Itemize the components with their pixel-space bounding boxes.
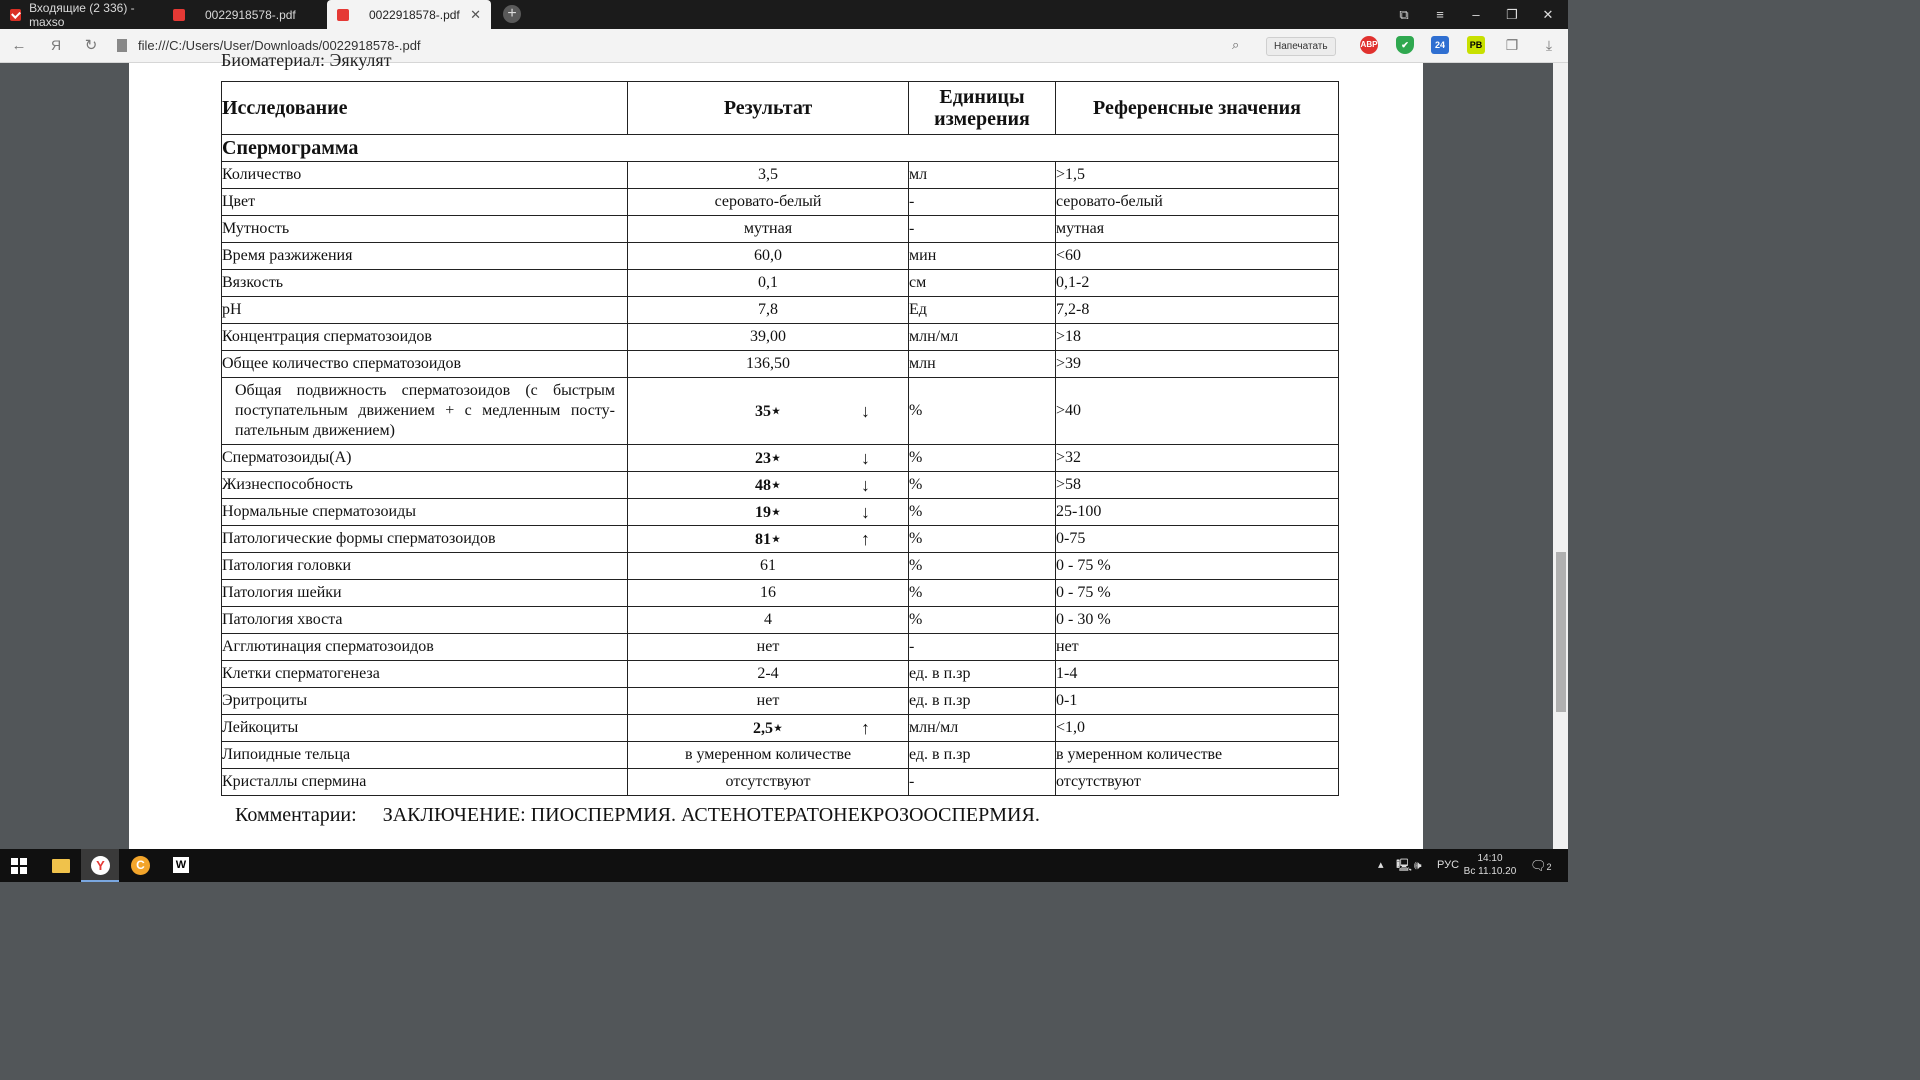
reference-cell: 0,1-2 (1056, 270, 1339, 297)
result-cell (628, 243, 909, 270)
tab-pdf-active[interactable] (327, 0, 491, 29)
result-value: 23⋆ (754, 450, 781, 467)
result-value: нет (756, 692, 780, 709)
unit-cell: % (909, 472, 1056, 499)
windows-logo-icon (11, 858, 27, 874)
result-cell (628, 189, 909, 216)
study-name: Эритроциты (222, 688, 628, 715)
minimize-button[interactable]: – (1472, 7, 1480, 22)
unit-cell: % (909, 553, 1056, 580)
yandex-browser-icon: Y (91, 856, 110, 875)
result-cell (628, 499, 909, 526)
notifications-icon[interactable]: 🗨2 (1530, 858, 1552, 873)
menu-icon[interactable]: ≡ (1436, 7, 1444, 22)
header-units: Единицы измерения (909, 82, 1056, 135)
file-icon (117, 39, 127, 52)
close-window-button[interactable]: ✕ (1542, 7, 1554, 22)
study-name: Общая подвижность сперматозоидов (с быстрым поступательным движением + с медленным посту-пательным движением) (222, 378, 628, 445)
close-tab-icon[interactable]: ✕ (470, 7, 481, 22)
result-cell (628, 351, 909, 378)
notifications-count: 2 (1546, 862, 1552, 872)
calendar-24-icon[interactable]: 24 (1431, 36, 1449, 54)
result-value: 39,00 (750, 328, 786, 345)
table-row (222, 499, 1339, 526)
reference-cell: нет (1056, 634, 1339, 661)
reference-cell: >1,5 (1056, 162, 1339, 189)
study-name: Патологические формы сперматозоидов (222, 526, 628, 553)
result-cell (628, 324, 909, 351)
scrollbar-track[interactable] (1553, 63, 1568, 849)
table-row (222, 769, 1339, 796)
unit-cell: млн/мл (909, 715, 1056, 742)
arrow-up-icon: ↑ (861, 718, 870, 738)
table-row (222, 634, 1339, 661)
result-value: 61 (760, 557, 776, 574)
unit-cell: ед. в п.зр (909, 742, 1056, 769)
result-value: 0,1 (758, 274, 778, 291)
result-value: 136,50 (746, 355, 790, 372)
table-row (222, 216, 1339, 243)
unit-cell: - (909, 769, 1056, 796)
pdf-viewer (0, 50, 1568, 849)
study-name: Сперматозоиды(А) (222, 445, 628, 472)
clock-time: 14:10 (1477, 853, 1503, 864)
result-cell (628, 472, 909, 499)
browser-tab-strip (0, 0, 1568, 29)
unit-cell: % (909, 580, 1056, 607)
zoom-icon[interactable]: ⌕ (1232, 37, 1240, 52)
study-name: Лейкоциты (222, 715, 628, 742)
adblock-icon[interactable]: ABP (1360, 36, 1378, 54)
header-result: Результат (628, 82, 909, 135)
study-name: Жизнеспособность (222, 472, 628, 499)
reference-cell: 0 - 75 % (1056, 553, 1339, 580)
yandex-browser-taskbar-button[interactable] (81, 849, 119, 882)
result-value: в умеренном количестве (684, 746, 852, 763)
results-table (221, 81, 1339, 796)
volume-icon[interactable]: 🕪 (1414, 858, 1422, 872)
result-value: 19⋆ (754, 504, 781, 521)
reference-cell: >39 (1056, 351, 1339, 378)
table-header-row (222, 82, 1339, 135)
cut-off-heading: Биоматериал: Эякулят (221, 50, 392, 70)
result-value: нет (756, 638, 780, 655)
study-name: Патология шейки (222, 580, 628, 607)
unit-cell: % (909, 378, 1056, 445)
table-row (222, 580, 1339, 607)
clock-date: Вс 11.10.20 (1463, 866, 1517, 877)
pdf-page (129, 50, 1423, 849)
unit-cell: см (909, 270, 1056, 297)
result-cell (628, 607, 909, 634)
unit-cell: - (909, 634, 1056, 661)
reference-cell: <1,0 (1056, 715, 1339, 742)
study-name: pH (222, 297, 628, 324)
comment-label: Комментарии: (235, 804, 357, 826)
pin-icon[interactable]: ⧉ (1399, 7, 1409, 22)
comment-text: ЗАКЛЮЧЕНИЕ: ПИОСПЕРМИЯ. АСТЕНОТЕРАТОНЕКРОЗООСПЕРМИЯ. (382, 804, 1040, 826)
network-icon[interactable]: 🖳 (1396, 858, 1413, 872)
result-cell (628, 445, 909, 472)
table-row (222, 661, 1339, 688)
table-row (222, 526, 1339, 553)
arrow-down-icon: ↓ (861, 401, 870, 421)
study-name: Мутность (222, 216, 628, 243)
result-cell (628, 162, 909, 189)
result-value: 3,5 (758, 166, 778, 183)
table-row (222, 378, 1339, 445)
arrow-down-icon: ↓ (861, 448, 870, 468)
result-value: 7,8 (758, 301, 778, 318)
result-value: серовато-белый (714, 193, 822, 210)
study-name: Кристаллы спермина (222, 769, 628, 796)
tray-chevron-icon[interactable]: ▴ (1378, 859, 1384, 871)
url-field[interactable]: file:///C:/Users/User/Downloads/0022918578-.pdf (138, 38, 421, 53)
study-name: Цвет (222, 189, 628, 216)
unit-cell: - (909, 189, 1056, 216)
unit-cell: ед. в п.зр (909, 688, 1056, 715)
comment-line (235, 804, 1040, 827)
reference-cell: 0-75 (1056, 526, 1339, 553)
section-title: Спермограмма (222, 135, 1339, 162)
table-row (222, 715, 1339, 742)
table-row (222, 243, 1339, 270)
result-value: 16 (760, 584, 776, 601)
arrow-down-icon: ↓ (861, 475, 870, 495)
reference-cell: 0 - 75 % (1056, 580, 1339, 607)
unit-cell: % (909, 526, 1056, 553)
table-row (222, 742, 1339, 769)
table-row (222, 445, 1339, 472)
result-value: 2-4 (757, 665, 779, 682)
unit-cell: мл (909, 162, 1056, 189)
study-name: Количество (222, 162, 628, 189)
table-row (222, 324, 1339, 351)
shield-icon[interactable]: ✔ (1396, 36, 1414, 54)
result-cell (628, 216, 909, 243)
tab-inbox[interactable] (0, 0, 162, 29)
section-row (222, 135, 1339, 162)
reference-cell: в умеренном количестве (1056, 742, 1339, 769)
new-tab-button[interactable]: + (503, 5, 521, 23)
result-cell (628, 715, 909, 742)
study-name: Клетки сперматогенеза (222, 661, 628, 688)
unit-cell: % (909, 607, 1056, 634)
reference-cell: >32 (1056, 445, 1339, 472)
result-value: мутная (743, 220, 793, 237)
result-value: 35⋆ (754, 403, 781, 420)
header-study: Исследование (222, 82, 628, 135)
ccleaner-icon[interactable]: C (131, 856, 150, 875)
table-row (222, 553, 1339, 580)
reference-cell: 0 - 30 % (1056, 607, 1339, 634)
tab-title: Входящие (2 336) - maxso (29, 0, 135, 29)
reload-button[interactable]: ↻ (84, 37, 98, 54)
reference-cell: серовато-белый (1056, 189, 1339, 216)
result-cell (628, 553, 909, 580)
unit-cell: % (909, 445, 1056, 472)
reference-cell: 25-100 (1056, 499, 1339, 526)
yandex-logo-icon[interactable]: Я (50, 37, 62, 53)
table-row (222, 270, 1339, 297)
reference-cell: 0-1 (1056, 688, 1339, 715)
language-indicator[interactable]: РУС (1437, 859, 1460, 871)
table-row (222, 351, 1339, 378)
unit-cell: - (909, 216, 1056, 243)
result-cell (628, 661, 909, 688)
reference-cell: отсутствуют (1056, 769, 1339, 796)
result-value: 81⋆ (754, 531, 781, 548)
unit-cell: млн/мл (909, 324, 1056, 351)
reference-cell: <60 (1056, 243, 1339, 270)
result-cell (628, 526, 909, 553)
study-name: Время разжижения (222, 243, 628, 270)
table-row (222, 607, 1339, 634)
reference-cell: 7,2-8 (1056, 297, 1339, 324)
header-reference: Референсные значения (1056, 82, 1339, 135)
reference-cell: 1-4 (1056, 661, 1339, 688)
study-name: Общее количество сперматозоидов (222, 351, 628, 378)
table-row (222, 472, 1339, 499)
reference-cell: >58 (1056, 472, 1339, 499)
unit-cell: мин (909, 243, 1056, 270)
reference-cell: >40 (1056, 378, 1339, 445)
result-value: 2,5⋆ (752, 720, 783, 737)
study-name: Агглютинация сперматозоидов (222, 634, 628, 661)
tab-title: 0022918578-.pdf (205, 7, 296, 22)
restore-button[interactable]: ❐ (1506, 7, 1518, 22)
unit-cell: Ед (909, 297, 1056, 324)
result-cell (628, 270, 909, 297)
back-button[interactable]: ← (11, 37, 27, 54)
taskbar (0, 849, 1568, 882)
tab-pdf-1[interactable] (165, 0, 325, 29)
arrow-down-icon: ↓ (861, 502, 870, 522)
study-name: Липоидные тельца (222, 742, 628, 769)
table-row (222, 297, 1339, 324)
print-button[interactable]: Напечатать (1266, 37, 1336, 56)
study-name: Нормальные сперматозоиды (222, 499, 628, 526)
result-value: 4 (764, 611, 772, 628)
result-cell (628, 297, 909, 324)
unit-cell: млн (909, 351, 1056, 378)
file-explorer-icon[interactable] (52, 859, 70, 873)
result-value: 48⋆ (754, 477, 781, 494)
table-row (222, 688, 1339, 715)
bookmarks-icon[interactable]: ❐ (1505, 37, 1519, 53)
result-cell (628, 634, 909, 661)
table-row (222, 189, 1339, 216)
start-button[interactable] (0, 849, 40, 882)
unit-cell: ед. в п.зр (909, 661, 1056, 688)
pdf-icon (173, 9, 185, 21)
tab-title: 0022918578-.pdf (369, 7, 460, 22)
arrow-up-icon: ↑ (861, 529, 870, 549)
result-cell (628, 688, 909, 715)
study-name: Патология хвоста (222, 607, 628, 634)
result-cell (628, 580, 909, 607)
clock[interactable] (1462, 852, 1518, 878)
result-value: 60,0 (754, 247, 782, 264)
download-icon[interactable]: ⤓ (1545, 37, 1553, 53)
study-name: Концентрация сперматозоидов (222, 324, 628, 351)
reference-cell: >18 (1056, 324, 1339, 351)
word-app-icon[interactable]: W (173, 857, 189, 873)
result-cell (628, 378, 909, 445)
pb-icon[interactable]: PB (1467, 36, 1485, 54)
result-cell (628, 769, 909, 796)
study-name: Вязкость (222, 270, 628, 297)
result-cell (628, 742, 909, 769)
unit-cell: % (909, 499, 1056, 526)
scrollbar-thumb[interactable] (1556, 552, 1566, 712)
result-value: отсутствуют (725, 773, 811, 790)
reference-cell: мутная (1056, 216, 1339, 243)
gmail-icon (10, 9, 21, 21)
table-row (222, 162, 1339, 189)
pdf-icon (337, 9, 349, 21)
study-name: Патология головки (222, 553, 628, 580)
